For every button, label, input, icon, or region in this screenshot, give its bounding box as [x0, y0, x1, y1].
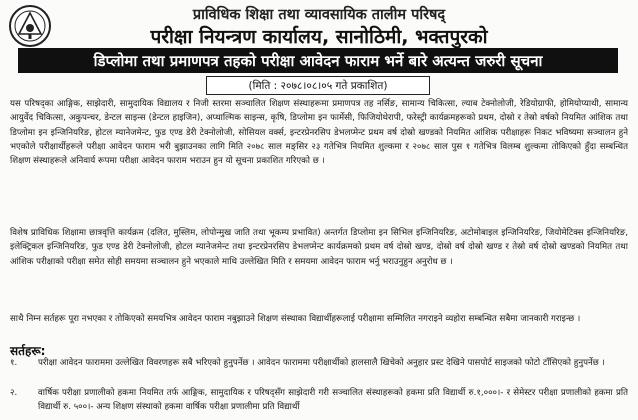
term-text: परीक्षा आवेदन फाराममा उल्लेखित विवरणहरू सबै भरिएको हुनुपर्नेछ । आवेदन फाराममा परीक्षार्थीको हालसालै खिचेको अनुहार प्रस्ट देखिने पासपोर्ट साइजको फोटो टाँसिएको हुनुपर्नेछ । [38, 358, 605, 368]
published-date-box [206, 76, 430, 95]
organization-name: प्राविधिक शिक्षा तथा व्यावसायिक तालीम परिषद् [192, 7, 446, 23]
terms-heading: सर्तहरू: [10, 344, 46, 358]
term-text: वार्षिक परीक्षा प्रणालीको हकमा नियमित तर्फ आङ्गिक, सामुदायिक र परिषद्सँग साझेदारी गरी सञ्चालित संस्थाहरूको हकमा प्रति विद्यार्थी रु.१,०००।- र सेमेस्टर परीक्षा प्रणालीको हकमा प्रति विद्यार्थी रु. ५००।- अन्य शिक्षण संस्थाको हकमा वार्षिक परीक्षा प्रणालीमा प्रति विद्यार्थी [38, 388, 628, 413]
term-item [10, 356, 628, 386]
office-name: परीक्षा नियन्त्रण कार्यालय, सानोठिमी, भक्तपुरको [150, 26, 488, 48]
term-number: १. [10, 358, 18, 368]
notice-paragraph-3: साथै निम्न सर्तहरू पूरा नभएका र तोकिएको समयभित्र आवेदन फाराम नबुझाउने शिक्षण संस्थाका विद्यार्थीहरूलाई परीक्षामा सम्मिलित नगराइने व्यहोरा सम्बन्धित सबैमा जानकारी गराइन्छ । [10, 314, 581, 324]
notice-title-banner [18, 48, 618, 73]
published-date: (मिति : २०७८।०८।०५ गते प्रकाशित) [248, 79, 388, 92]
notice-paragraph-2: विशेष प्राविधिक शिक्षामा छात्रवृत्ति कार्यक्रम (दलित, मुस्लिम, लोपोन्मुख जाति तथा भूकम्प प्रभावित) अन्तर्गत डिप्लोमा इन सिभिल इन्जिनियरिङ, अटोमोबाइल इन्जिनियरिङ, जियोमेटिक्स इन्जिनियरिङ, इलेक्ट्रिकल इन्जिनियरिङ, फुड एण्ड डेरी टेक्नोलोजी, होटल म्यानेजमेन्ट तथा इन्टरप्रेनरसिप डेभलप्मेन्ट कार्यक्रमको प्रथम वर्ष दोस्रो खण्ड, दोस्रो वर्ष दोस्रो खण्ड र तेस्रो वर्ष दोस्रो खण्डको नियमित तथा आंशिक परीक्षाको परीक्षा समेत सोही समयमा सञ्चालन हुने भएकाले माथि उल्लेखित मिति र समयमा आवेदन फाराम भर्नु भराउनुहुन अनुरोध छ । [10, 228, 628, 267]
notice-paragraph-1: यस परिषद्का आङ्गिक, साझेदारी, सामुदायिक विद्यालय र निजी स्तरमा सञ्चालित शिक्षण संस्थाहरूमा प्रमाणपत्र तह नर्सिङ, सामान्य चिकित्सा, ल्याब टेक्नोलोजी, रेडियोग्राफी, होमियोप्याथी, सामान्य आयुर्वेद चिकित्सा, अकुपन्चर, डेन्टल साइन्स (डेन्टल हाइजिन), अप्थाल्मिक साइन्स, कृषि, डिप्लोमा इन फार्मेसी, फिजियोथेरापी, फरेस्ट्री कार्यक्रमहरूको प्रथम, दोस्रो र तेस्रो वर्षको नियमित आंशिक तथा डिप्लोमा इन इन्जिनियरिङ, होटल म्यानेजमेन्ट, फुड एण्ड डेरी टेक्नोलोजी, सोसियल वर्क्स, इन्टरप्रेनरसिप डेभलप्मेन्ट प्रथम वर्ष दोस्रो खण्डको नियमित आंशिक परीक्षाहरू निकट भविष्यमा सञ्चालन हुने भएकोले परीक्षार्थीहरूले परीक्षा आवेदन फाराम भरी बुझाउनका लागि मिति २०७८ साल मङ्सिर २३ गतेभित्र नियमित शुल्कमा र २०७८ साल पुस १ गतेभित्र विलम्ब शुल्कमा तोकिएको हुँदा सम्बन्धित शिक्षण संस्थाहरूले अनिवार्य रूपमा परीक्षा आवेदन फाराम भराउन हुन यो सूचना प्रकाशित गरिएको छ । [10, 99, 628, 166]
notice-title: डिप्लोमा तथा प्रमाणपत्र तहको परीक्षा आवेदन फाराम भर्ने बारे अत्यन्त जरुरी सूचना [93, 51, 543, 70]
term-item [10, 386, 628, 420]
term-number: २. [10, 388, 18, 398]
